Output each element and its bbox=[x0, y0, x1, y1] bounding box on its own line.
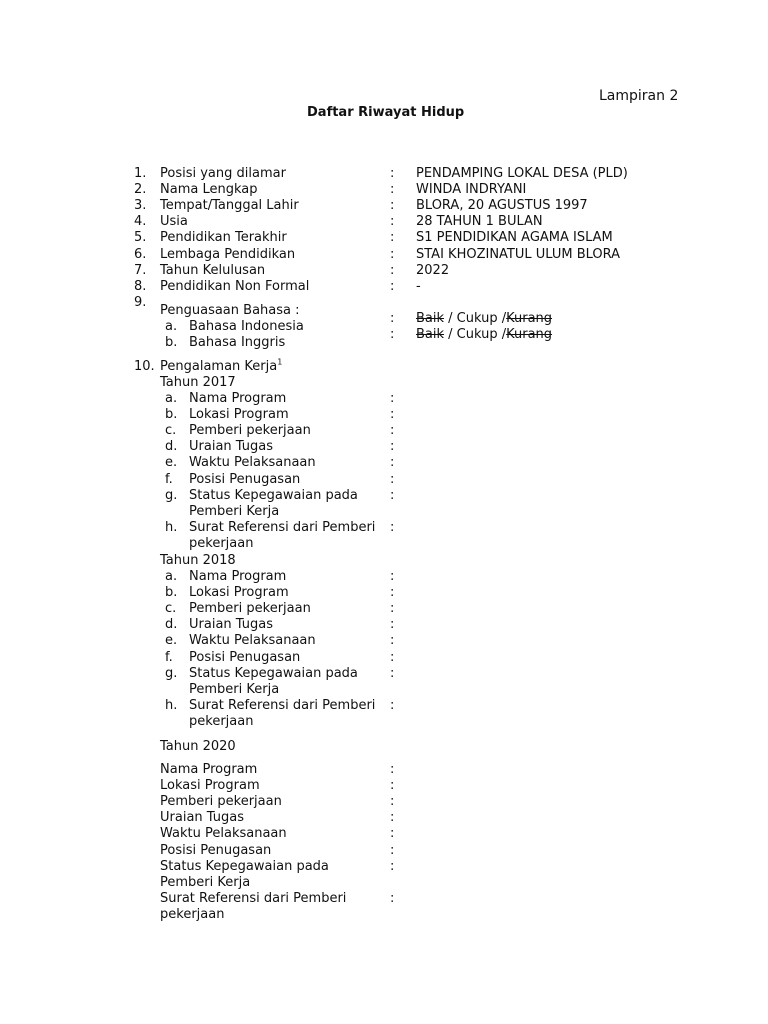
colon: : bbox=[390, 826, 395, 842]
field-label: Pendidikan Non Formal bbox=[160, 278, 310, 294]
colon: : bbox=[390, 166, 395, 181]
colon: : bbox=[390, 278, 395, 294]
experience-label: Status Kepegawaian pada bbox=[189, 487, 358, 503]
item-number: 10. bbox=[134, 359, 155, 374]
colon: : bbox=[390, 230, 395, 246]
section-label: Pengalaman Kerja$^1$ bbox=[160, 357, 283, 374]
experience-label: Pemberi pekerjaan bbox=[189, 423, 311, 439]
year-label: Tahun 2020 bbox=[160, 739, 236, 754]
experience-label: Surat Referensi dari Pemberi bbox=[189, 519, 376, 535]
colon: : bbox=[390, 246, 395, 262]
experience-label: Waktu Pelaksanaan bbox=[189, 633, 316, 649]
sub-letter: e. bbox=[165, 633, 178, 649]
sub-letter: h. bbox=[165, 519, 178, 535]
lampiran-label: Lampiran 2 bbox=[599, 88, 679, 104]
experience-label: Pemberi Kerja bbox=[189, 503, 280, 519]
field-label: Tempat/Tanggal Lahir bbox=[160, 198, 299, 214]
item-number: 7. bbox=[134, 262, 147, 278]
field-value: S1 PENDIDIKAN AGAMA ISLAM bbox=[416, 230, 613, 246]
sub-letter: d. bbox=[165, 439, 178, 455]
level-kurang: Kurang bbox=[506, 311, 553, 326]
colon: : bbox=[390, 842, 395, 858]
experience-label: Nama Program bbox=[189, 569, 287, 584]
colon: : bbox=[390, 633, 395, 649]
colon: : bbox=[390, 649, 395, 665]
sub-letter: b. bbox=[165, 407, 178, 423]
colon: : bbox=[390, 262, 395, 278]
experience-label: Pemberi pekerjaan bbox=[160, 794, 282, 810]
field-value: - bbox=[416, 278, 421, 294]
experience-label: Uraian Tugas bbox=[189, 439, 273, 455]
colon: : bbox=[390, 697, 395, 713]
experience-label: Pemberi pekerjaan bbox=[189, 601, 311, 617]
field-label: Pendidikan Terakhir bbox=[160, 230, 287, 246]
colon: : bbox=[390, 487, 395, 503]
sub-letter: a. bbox=[165, 319, 178, 334]
colon: : bbox=[390, 439, 395, 455]
experience-label: Nama Program bbox=[160, 762, 258, 777]
sub-letter: e. bbox=[165, 455, 178, 471]
language-level bbox=[416, 311, 552, 327]
experience-label: Surat Referensi dari Pemberi bbox=[189, 697, 376, 713]
colon: : bbox=[390, 311, 395, 326]
level-baik: Baik bbox=[416, 311, 445, 326]
item-number: 9. bbox=[134, 295, 147, 310]
level-cukup: / Cukup / bbox=[444, 311, 507, 326]
experience-label: Status Kepegawaian pada bbox=[189, 665, 358, 681]
field-value: 28 TAHUN 1 BULAN bbox=[416, 214, 543, 230]
colon: : bbox=[390, 198, 395, 214]
colon: : bbox=[390, 423, 395, 439]
colon: : bbox=[390, 858, 395, 874]
field-value: PENDAMPING LOKAL DESA (PLD) bbox=[416, 166, 628, 181]
sub-letter: g. bbox=[165, 487, 178, 503]
sub-letter: f. bbox=[165, 649, 173, 665]
item-number: 3. bbox=[134, 198, 147, 214]
level-baik: Baik bbox=[416, 327, 445, 342]
sub-letter: b. bbox=[165, 585, 178, 601]
experience-label: Posisi Penugasan bbox=[189, 471, 301, 487]
sub-letter: a. bbox=[165, 569, 178, 584]
colon: : bbox=[390, 471, 395, 487]
experience-label: pekerjaan bbox=[160, 906, 225, 922]
experience-label: Pemberi Kerja bbox=[160, 874, 251, 890]
colon: : bbox=[390, 778, 395, 794]
language-level bbox=[416, 327, 552, 343]
experience-label: Pemberi Kerja bbox=[189, 681, 280, 697]
sub-letter: c. bbox=[165, 423, 177, 439]
colon: : bbox=[390, 214, 395, 230]
experience-label: Waktu Pelaksanaan bbox=[160, 826, 287, 842]
experience-label: Uraian Tugas bbox=[160, 810, 244, 826]
item-number: 6. bbox=[134, 246, 147, 262]
field-value: STAI KHOZINATUL ULUM BLORA bbox=[416, 246, 621, 262]
experience-label: Uraian Tugas bbox=[189, 617, 273, 633]
experience-label: pekerjaan bbox=[189, 713, 254, 729]
item-number: 1. bbox=[134, 166, 147, 181]
colon: : bbox=[390, 455, 395, 471]
sub-letter: d. bbox=[165, 617, 178, 633]
experience-label: Posisi Penugasan bbox=[160, 842, 272, 858]
year-label: Tahun 2017 bbox=[160, 375, 236, 390]
experience-label: Posisi Penugasan bbox=[189, 649, 301, 665]
experience-label: Status Kepegawaian pada bbox=[160, 858, 329, 874]
level-cukup: / Cukup / bbox=[444, 327, 507, 342]
field-label: Nama Lengkap bbox=[160, 182, 258, 198]
colon: : bbox=[390, 182, 395, 198]
footnote-mark: 1 bbox=[277, 357, 283, 367]
experience-label: Surat Referensi dari Pemberi bbox=[160, 890, 347, 906]
experience-label: Waktu Pelaksanaan bbox=[189, 455, 316, 471]
sub-letter: f. bbox=[165, 471, 173, 487]
colon: : bbox=[390, 327, 395, 342]
colon: : bbox=[390, 569, 395, 584]
colon: : bbox=[390, 519, 395, 535]
level-kurang: Kurang bbox=[506, 327, 553, 342]
item-number: 8. bbox=[134, 278, 147, 294]
field-label: Usia bbox=[160, 214, 188, 230]
sub-letter: a. bbox=[165, 391, 178, 406]
experience-label: Nama Program bbox=[189, 391, 287, 406]
colon: : bbox=[390, 665, 395, 681]
sub-letter: h. bbox=[165, 697, 178, 713]
item-number: 5. bbox=[134, 230, 147, 246]
colon: : bbox=[390, 601, 395, 617]
field-value: 2022 bbox=[416, 262, 450, 278]
field-label: Posisi yang dilamar bbox=[160, 166, 286, 181]
colon: : bbox=[390, 810, 395, 826]
field-label: Tahun Kelulusan bbox=[160, 262, 266, 278]
field-value: WINDA INDRYANI bbox=[416, 182, 527, 198]
experience-label: Lokasi Program bbox=[189, 585, 289, 601]
experience-label: pekerjaan bbox=[189, 535, 254, 551]
sub-letter: b. bbox=[165, 335, 178, 350]
experience-label: Lokasi Program bbox=[160, 778, 260, 794]
language-label: Bahasa Inggris bbox=[189, 335, 286, 350]
colon: : bbox=[390, 762, 395, 777]
colon: : bbox=[390, 617, 395, 633]
sub-letter: c. bbox=[165, 601, 177, 617]
colon: : bbox=[390, 585, 395, 601]
colon: : bbox=[390, 890, 395, 906]
field-label: Lembaga Pendidikan bbox=[160, 246, 296, 262]
colon: : bbox=[390, 407, 395, 423]
colon: : bbox=[390, 391, 395, 406]
field-value: BLORA, 20 AGUSTUS 1997 bbox=[416, 198, 588, 214]
colon: : bbox=[390, 794, 395, 810]
year-label: Tahun 2018 bbox=[160, 553, 236, 568]
experience-label: Lokasi Program bbox=[189, 407, 289, 423]
page-title: Daftar Riwayat Hidup bbox=[307, 105, 465, 120]
item-number: 4. bbox=[134, 214, 147, 230]
language-label: Bahasa Indonesia bbox=[189, 319, 304, 334]
sub-letter: g. bbox=[165, 665, 178, 681]
field-label: Penguasaan Bahasa : bbox=[160, 303, 300, 318]
item-number: 2. bbox=[134, 182, 147, 198]
